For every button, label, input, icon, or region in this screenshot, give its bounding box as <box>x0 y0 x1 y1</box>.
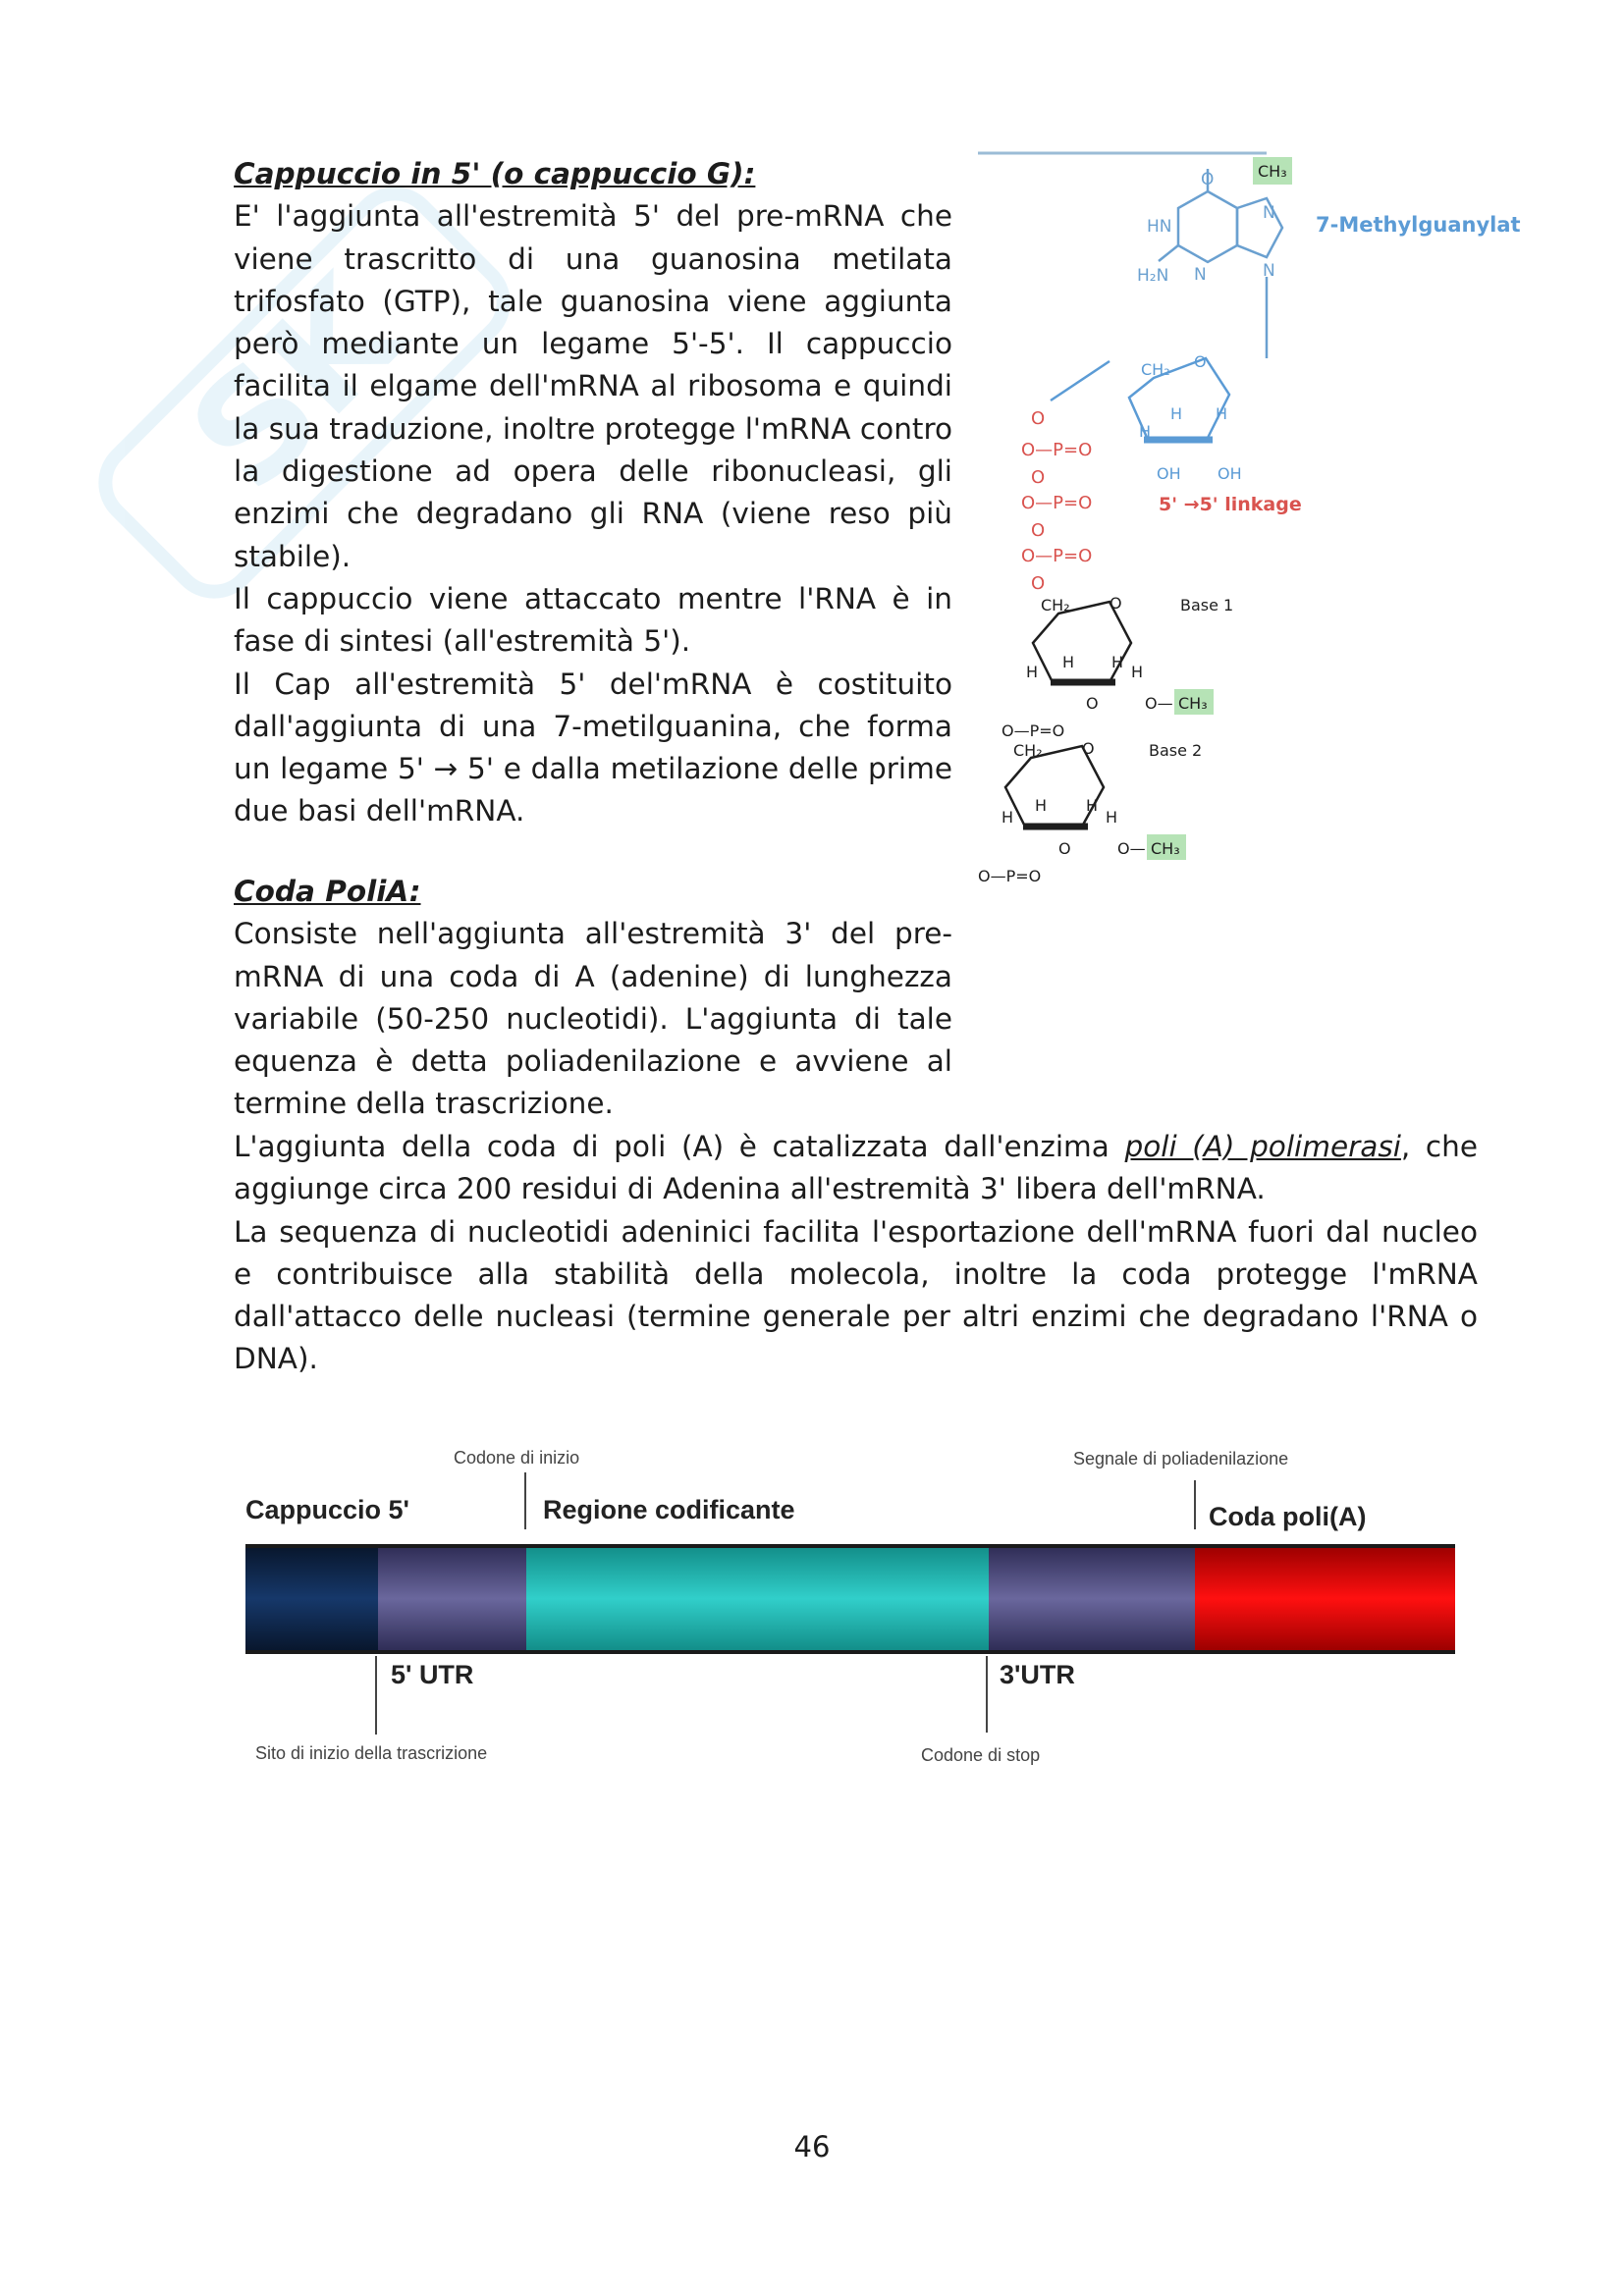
utr5-label: 5' UTR <box>391 1660 474 1689</box>
svg-text:HN: HN <box>1147 217 1172 237</box>
polya-signal-label: Segnale di poliadenilazione <box>1073 1449 1289 1468</box>
svg-text:O: O <box>1031 573 1046 594</box>
svg-text:O: O <box>1082 739 1095 758</box>
svg-text:O—: O— <box>1117 839 1146 858</box>
svg-text:H: H <box>1086 796 1099 815</box>
svg-text:H: H <box>1131 663 1144 681</box>
polya-enzyme-paragraph: L'aggiunta della coda di poli (A) è catalizzata dall'enzima poli (A) polimerasi, che aggiunge circa 200 residui di Adenina all'estremità 3' libera dell'mRNA. <box>234 1130 1478 1206</box>
polya-paragraph: Consiste nell'aggiunta all'estremità 3' del pre-mRNA di una coda di A (adenine) di lunghezza variabile (50-250 nucleotidi). L'aggiunta di tale equenza è detta poliadenilazione e avviene al termine della trascrizione. <box>234 917 952 1121</box>
mrna-structure-diagram <box>236 1428 1483 1801</box>
base-2-label: Base 2 <box>1149 741 1203 760</box>
cap-structure-figure <box>972 147 1536 1080</box>
methyl-label-1: CH₃ <box>1178 694 1208 713</box>
svg-text:O: O <box>1031 467 1046 488</box>
start-codon-label: Codone di inizio <box>454 1448 580 1468</box>
transcription-start-label: Sito di inizio della trascrizione <box>255 1743 488 1763</box>
polya-heading: Coda PoliA: <box>234 875 421 908</box>
svg-text:H: H <box>1139 422 1152 441</box>
svg-text:OH: OH <box>1218 464 1242 483</box>
cap-section <box>234 153 952 833</box>
svg-text:CH₂: CH₂ <box>1141 360 1170 379</box>
cap-heading: Cappuccio in 5' (o cappuccio G): <box>234 157 756 190</box>
svg-text:H₂N: H₂N <box>1137 266 1169 286</box>
polya-tail-label: Coda poli(A) <box>1209 1502 1367 1531</box>
svg-text:H: H <box>1111 653 1124 671</box>
svg-text:H: H <box>1216 404 1228 423</box>
molecule-title: 7-Methylguanylat <box>1316 213 1521 237</box>
linkage-label: 5' →5' linkage <box>1159 494 1302 515</box>
svg-text:O: O <box>1086 694 1099 713</box>
svg-text:H: H <box>1001 808 1014 827</box>
cap-paragraph-3: Il Cap all'estremità 5' del'mRNA è costituito dall'aggiunta di una 7-metilguanina, che forma un legame 5' → 5' e dalla metilazione delle prime due basi dell'mRNA. <box>234 667 952 828</box>
svg-text:H: H <box>1026 663 1039 681</box>
cap-paragraph-1: E' l'aggiunta all'estremità 5' del pre-mRNA che viene trascritto di una guanosina metilata trifosfato (GTP), tale guanosina viene aggiunta però mediante un legame 5'-5'. Il cappuccio facilita il elgame dell'mRNA al ribosoma e quindi la sua traduzione, inoltre protegge l'mRNA contro la digestione ad opera delle ribonucleasi, gli enzimi che degradano gli RNA (viene reso più stabile). <box>234 199 952 573</box>
enzyme-name: poli (A) polimerasi <box>1124 1130 1401 1163</box>
page-number: 46 <box>793 2130 831 2163</box>
svg-text:H: H <box>1170 404 1183 423</box>
utr3-segment <box>989 1546 1195 1651</box>
cap-label: Cappuccio 5' <box>245 1495 409 1524</box>
svg-text:H: H <box>1035 796 1048 815</box>
svg-text:O—P=O: O—P=O <box>1021 440 1093 460</box>
coding-segment <box>526 1546 989 1651</box>
cap-paragraph-2: Il cappuccio viene attaccato mentre l'RNA è in fase di sintesi (all'estremità 5'). <box>234 581 952 659</box>
svg-text:N: N <box>1194 265 1207 285</box>
utr3-label: 3'UTR <box>1000 1660 1075 1689</box>
polya-section <box>234 871 952 1126</box>
svg-text:H: H <box>1062 653 1075 671</box>
svg-text:O: O <box>1194 352 1207 371</box>
svg-text:N: N <box>1263 203 1275 223</box>
svg-text:SK: SK <box>158 246 436 524</box>
svg-text:CH₂: CH₂ <box>1041 596 1070 614</box>
methyl-label-top: CH₃ <box>1258 162 1287 181</box>
svg-text:O: O <box>1031 520 1046 541</box>
svg-text:N: N <box>1263 261 1275 281</box>
svg-text:O—P=O: O—P=O <box>1021 493 1093 513</box>
svg-text:O—P=O: O—P=O <box>1001 721 1065 740</box>
svg-text:H: H <box>1106 808 1118 827</box>
svg-text:OH: OH <box>1157 464 1181 483</box>
cap-segment <box>245 1546 378 1651</box>
svg-text:O: O <box>1201 170 1215 189</box>
svg-text:O: O <box>1031 408 1046 429</box>
svg-text:O: O <box>1110 594 1122 613</box>
polya-full-text <box>234 1126 1478 1381</box>
base-1-label: Base 1 <box>1180 596 1234 614</box>
svg-text:O—P=O: O—P=O <box>978 867 1042 885</box>
polya-function-paragraph: La sequenza di nucleotidi adeninici facilita l'esportazione dell'mRNA fuori dal nucleo e contribuisce alla stabilità della molecola, inoltre la coda protegge l'mRNA dall'attacco delle nucleasi (termine generale per altri enzimi che degradano l'RNA o DNA). <box>234 1214 1478 1376</box>
svg-text:O: O <box>1058 839 1071 858</box>
utr5-segment <box>378 1546 526 1651</box>
tail-segment <box>1195 1546 1455 1651</box>
svg-text:O—P=O: O—P=O <box>1021 546 1093 566</box>
coding-region-label: Regione codificante <box>543 1495 795 1524</box>
svg-text:O—: O— <box>1145 694 1173 713</box>
stop-codon-label: Codone di stop <box>921 1745 1041 1765</box>
svg-text:CH₂: CH₂ <box>1013 741 1043 760</box>
methyl-label-2: CH₃ <box>1151 839 1180 858</box>
